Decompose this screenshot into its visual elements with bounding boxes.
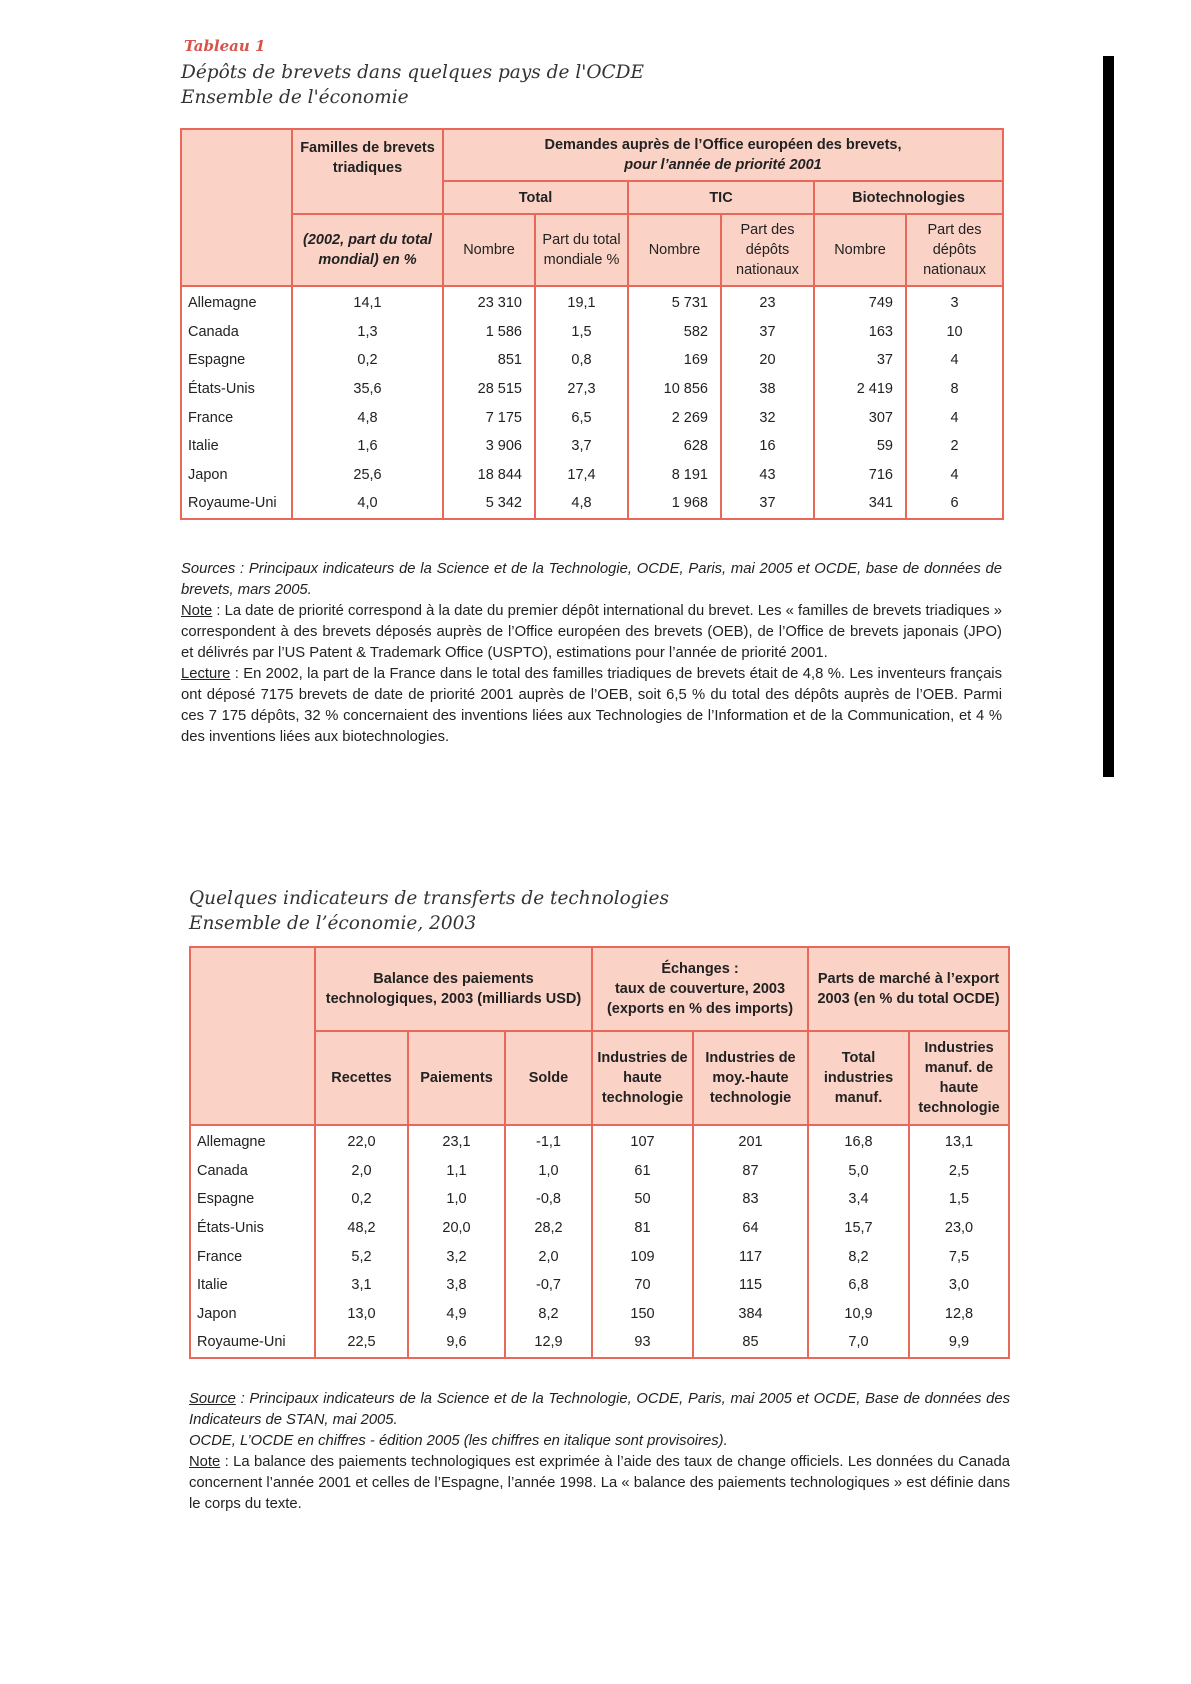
table-row xyxy=(190,1157,1009,1186)
country-cell: France xyxy=(181,403,292,432)
table-row xyxy=(190,1328,1009,1358)
table1-note: Note : La date de priorité correspond à la date du premier dépôt international du brevet. Les « familles de brevets triadiques » correspondent à des brevets déposés auprès de l’Office européen des brevets (OEB), de l’Office de brevets japonais (JPO) et délivrés par l’US Patent & Trademark Office (USPTO), estimations pour l’année de priorité 2001. xyxy=(181,603,1002,661)
value-cell: -0,7 xyxy=(505,1271,592,1300)
value-cell: 163 xyxy=(814,318,906,347)
table1-header-oeb: Demandes auprès de l’Office européen des brevets, pour l’année de priorité 2001 xyxy=(443,129,1003,181)
table2-header-balance: Balance des paiements technologiques, 2003 (milliards USD) xyxy=(315,947,592,1031)
table2-header-echanges: Échanges : taux de couverture, 2003 (exports en % des imports) xyxy=(592,947,808,1031)
country-cell: Espagne xyxy=(190,1185,315,1214)
value-cell: 1 586 xyxy=(443,318,535,347)
country-cell: Italie xyxy=(190,1271,315,1300)
value-cell: 4,9 xyxy=(408,1300,505,1329)
country-cell: Italie xyxy=(181,432,292,461)
value-cell: 64 xyxy=(693,1214,808,1243)
value-cell: 5 342 xyxy=(443,489,535,519)
value-cell: 582 xyxy=(628,318,721,347)
value-cell: 23,0 xyxy=(909,1214,1009,1243)
value-cell: 8,2 xyxy=(808,1242,909,1271)
value-cell: 87 xyxy=(693,1157,808,1186)
value-cell: 10 xyxy=(906,318,1003,347)
value-cell: 851 xyxy=(443,346,535,375)
value-cell: 384 xyxy=(693,1300,808,1329)
table-row xyxy=(190,1125,1009,1157)
value-cell: -1,1 xyxy=(505,1125,592,1157)
value-cell: 0,2 xyxy=(315,1185,408,1214)
value-cell: 23 310 xyxy=(443,286,535,318)
value-cell: 14,1 xyxy=(292,286,443,318)
table-row xyxy=(181,375,1003,404)
table1-container xyxy=(180,128,1004,520)
table1-sources: Sources : Principaux indicateurs de la Science et de la Technologie, OCDE, Paris, mai 2005 et OCDE, base de données de brevets, mars 2005. xyxy=(181,561,1002,598)
table2-title-block xyxy=(189,886,669,936)
value-cell: 37 xyxy=(814,346,906,375)
value-cell: 716 xyxy=(814,461,906,490)
value-cell: 9,9 xyxy=(909,1328,1009,1358)
value-cell: 109 xyxy=(592,1242,693,1271)
table1-header-bio-part: Part des dépôts nationaux xyxy=(906,214,1003,286)
table2-header-total-manuf: Total industries manuf. xyxy=(808,1031,909,1125)
value-cell: 107 xyxy=(592,1125,693,1157)
value-cell: 115 xyxy=(693,1271,808,1300)
value-cell: 6 xyxy=(906,489,1003,519)
value-cell: 5,2 xyxy=(315,1242,408,1271)
vertical-black-bar xyxy=(1103,56,1114,777)
table2-container xyxy=(189,946,1010,1359)
table2-subtitle: Ensemble de l’économie, 2003 xyxy=(189,913,477,934)
value-cell: 4 xyxy=(906,346,1003,375)
cut-off-header: Tableau 1 xyxy=(184,37,266,55)
value-cell: 4 xyxy=(906,403,1003,432)
table1-header-tic-part: Part des dépôts nationaux xyxy=(721,214,814,286)
value-cell: 3 906 xyxy=(443,432,535,461)
table-row xyxy=(181,461,1003,490)
value-cell: 2,5 xyxy=(909,1157,1009,1186)
value-cell: 2 269 xyxy=(628,403,721,432)
value-cell: 59 xyxy=(814,432,906,461)
table-row xyxy=(181,318,1003,347)
value-cell: 6,5 xyxy=(535,403,628,432)
value-cell: 3 xyxy=(906,286,1003,318)
value-cell: 7,0 xyxy=(808,1328,909,1358)
country-cell: États-Unis xyxy=(190,1214,315,1243)
value-cell: 1,0 xyxy=(408,1185,505,1214)
table1-header-tic: TIC xyxy=(628,181,814,214)
value-cell: 201 xyxy=(693,1125,808,1157)
value-cell: 48,2 xyxy=(315,1214,408,1243)
table-row xyxy=(181,403,1003,432)
value-cell: 7 175 xyxy=(443,403,535,432)
table2-header-recettes: Recettes xyxy=(315,1031,408,1125)
table1-header-total: Total xyxy=(443,181,628,214)
country-cell: Canada xyxy=(181,318,292,347)
table1-lecture: Lecture : En 2002, la part de la France dans le total des familles triadiques de brevets était de 4,8 %. Les inventeurs français ont déposé 7175 brevets de date de priorité 2001 auprès de l’OEB, soit 6,5 % du total des dépôts auprès de l’OEB. Parmi ces 7 175 dépôts, 32 % concernaient des inventions liées aux Technologies de l’Information et de la Communication, et 4 % des inventions liées aux biotechnologies. xyxy=(181,666,1002,745)
value-cell: 8 191 xyxy=(628,461,721,490)
value-cell: 1,0 xyxy=(505,1157,592,1186)
value-cell: 4,0 xyxy=(292,489,443,519)
table2-body xyxy=(190,1125,1009,1358)
value-cell: 0,8 xyxy=(535,346,628,375)
table1-notes xyxy=(181,559,1002,748)
value-cell: 28 515 xyxy=(443,375,535,404)
value-cell: 5,0 xyxy=(808,1157,909,1186)
value-cell: 2 419 xyxy=(814,375,906,404)
value-cell: 23 xyxy=(721,286,814,318)
value-cell: 10,9 xyxy=(808,1300,909,1329)
table1-title: Dépôts de brevets dans quelques pays de l'OCDE xyxy=(181,62,644,83)
country-cell: États-Unis xyxy=(181,375,292,404)
table1-header-total-nombre: Nombre xyxy=(443,214,535,286)
value-cell: 1,5 xyxy=(909,1185,1009,1214)
value-cell: 4,8 xyxy=(292,403,443,432)
table1-header-bio-nombre: Nombre xyxy=(814,214,906,286)
table2-header-solde: Solde xyxy=(505,1031,592,1125)
value-cell: 38 xyxy=(721,375,814,404)
value-cell: 81 xyxy=(592,1214,693,1243)
value-cell: 2,0 xyxy=(505,1242,592,1271)
value-cell: 12,8 xyxy=(909,1300,1009,1329)
value-cell: 341 xyxy=(814,489,906,519)
value-cell: 15,7 xyxy=(808,1214,909,1243)
value-cell: 85 xyxy=(693,1328,808,1358)
table1-header-total-part: Part du total mondiale % xyxy=(535,214,628,286)
table2-source: Source : Principaux indicateurs de la Science et de la Technologie, OCDE, Paris, mai 2005 et OCDE, Base de données des Indicateurs de STAN, mai 2005. xyxy=(189,1391,1010,1428)
value-cell: 61 xyxy=(592,1157,693,1186)
table2-header-ind-moy: Industries de moy.-haute technologie xyxy=(693,1031,808,1125)
country-cell: Espagne xyxy=(181,346,292,375)
table2-note: Note : La balance des paiements technologiques est exprimée à l’aide des taux de change officiels. Les données du Canada concernent l’année 2001 et celles de l’Espagne, l’année 1998. La « balance des paiements technologiques » est définie dans le corps du texte. xyxy=(189,1454,1010,1512)
value-cell: 10 856 xyxy=(628,375,721,404)
country-cell: Royaume-Uni xyxy=(181,489,292,519)
value-cell: 16 xyxy=(721,432,814,461)
value-cell: 18 844 xyxy=(443,461,535,490)
value-cell: 1,5 xyxy=(535,318,628,347)
value-cell: 25,6 xyxy=(292,461,443,490)
value-cell: 13,0 xyxy=(315,1300,408,1329)
table2-header-ind-haute: Industries de haute technologie xyxy=(592,1031,693,1125)
value-cell: 83 xyxy=(693,1185,808,1214)
table-row xyxy=(181,489,1003,519)
table1 xyxy=(180,128,1004,520)
table2-corner xyxy=(190,947,315,1125)
value-cell: 3,4 xyxy=(808,1185,909,1214)
table-row xyxy=(181,432,1003,461)
value-cell: 2,0 xyxy=(315,1157,408,1186)
value-cell: 3,1 xyxy=(315,1271,408,1300)
country-cell: France xyxy=(190,1242,315,1271)
value-cell: 28,2 xyxy=(505,1214,592,1243)
country-cell: Japon xyxy=(181,461,292,490)
value-cell: 3,7 xyxy=(535,432,628,461)
value-cell: 50 xyxy=(592,1185,693,1214)
value-cell: 22,0 xyxy=(315,1125,408,1157)
value-cell: 1,3 xyxy=(292,318,443,347)
value-cell: 2 xyxy=(906,432,1003,461)
table-row xyxy=(190,1242,1009,1271)
value-cell: 749 xyxy=(814,286,906,318)
country-cell: Royaume-Uni xyxy=(190,1328,315,1358)
value-cell: 37 xyxy=(721,489,814,519)
value-cell: 16,8 xyxy=(808,1125,909,1157)
value-cell: 9,6 xyxy=(408,1328,505,1358)
value-cell: 70 xyxy=(592,1271,693,1300)
value-cell: 7,5 xyxy=(909,1242,1009,1271)
country-cell: Canada xyxy=(190,1157,315,1186)
value-cell: 4 xyxy=(906,461,1003,490)
country-cell: Allemagne xyxy=(181,286,292,318)
value-cell: 169 xyxy=(628,346,721,375)
table1-corner xyxy=(181,129,292,286)
value-cell: 19,1 xyxy=(535,286,628,318)
table-row xyxy=(190,1214,1009,1243)
table2-notes xyxy=(189,1389,1010,1515)
table1-header-triadic-unit: (2002, part du total mondial) en % xyxy=(292,214,443,286)
value-cell: 22,5 xyxy=(315,1328,408,1358)
value-cell: 20 xyxy=(721,346,814,375)
table-row xyxy=(190,1271,1009,1300)
table1-title-block xyxy=(181,60,644,110)
value-cell: 17,4 xyxy=(535,461,628,490)
table1-subtitle: Ensemble de l'économie xyxy=(181,87,409,108)
value-cell: 20,0 xyxy=(408,1214,505,1243)
value-cell: 3,2 xyxy=(408,1242,505,1271)
value-cell: 43 xyxy=(721,461,814,490)
table1-header-bio: Biotechnologies xyxy=(814,181,1003,214)
value-cell: 13,1 xyxy=(909,1125,1009,1157)
value-cell: 117 xyxy=(693,1242,808,1271)
table-row xyxy=(181,346,1003,375)
value-cell: 23,1 xyxy=(408,1125,505,1157)
table1-header-tic-nombre: Nombre xyxy=(628,214,721,286)
value-cell: 1,1 xyxy=(408,1157,505,1186)
table2-title: Quelques indicateurs de transferts de technologies xyxy=(189,888,669,909)
value-cell: 3,8 xyxy=(408,1271,505,1300)
value-cell: 150 xyxy=(592,1300,693,1329)
table1-body xyxy=(181,286,1003,519)
value-cell: 3,0 xyxy=(909,1271,1009,1300)
value-cell: 1 968 xyxy=(628,489,721,519)
value-cell: 32 xyxy=(721,403,814,432)
value-cell: 12,9 xyxy=(505,1328,592,1358)
table2-header-parts: Parts de marché à l’export 2003 (en % du total OCDE) xyxy=(808,947,1009,1031)
value-cell: 8 xyxy=(906,375,1003,404)
table2-header-manuf-haute: Industries manuf. de haute technologie xyxy=(909,1031,1009,1125)
value-cell: 307 xyxy=(814,403,906,432)
value-cell: -0,8 xyxy=(505,1185,592,1214)
table-row xyxy=(190,1185,1009,1214)
value-cell: 4,8 xyxy=(535,489,628,519)
value-cell: 37 xyxy=(721,318,814,347)
value-cell: 93 xyxy=(592,1328,693,1358)
value-cell: 0,2 xyxy=(292,346,443,375)
table1-header-triadic: Familles de brevets triadiques xyxy=(292,129,443,214)
country-cell: Japon xyxy=(190,1300,315,1329)
value-cell: 628 xyxy=(628,432,721,461)
table-row xyxy=(190,1300,1009,1329)
table2 xyxy=(189,946,1010,1359)
table-row xyxy=(181,286,1003,318)
value-cell: 27,3 xyxy=(535,375,628,404)
table2-header-paiements: Paiements xyxy=(408,1031,505,1125)
value-cell: 35,6 xyxy=(292,375,443,404)
value-cell: 1,6 xyxy=(292,432,443,461)
value-cell: 5 731 xyxy=(628,286,721,318)
table2-ocde-line: OCDE, L’OCDE en chiffres - édition 2005 (les chiffres en italique sont provisoires). xyxy=(189,1433,728,1449)
value-cell: 6,8 xyxy=(808,1271,909,1300)
country-cell: Allemagne xyxy=(190,1125,315,1157)
value-cell: 8,2 xyxy=(505,1300,592,1329)
